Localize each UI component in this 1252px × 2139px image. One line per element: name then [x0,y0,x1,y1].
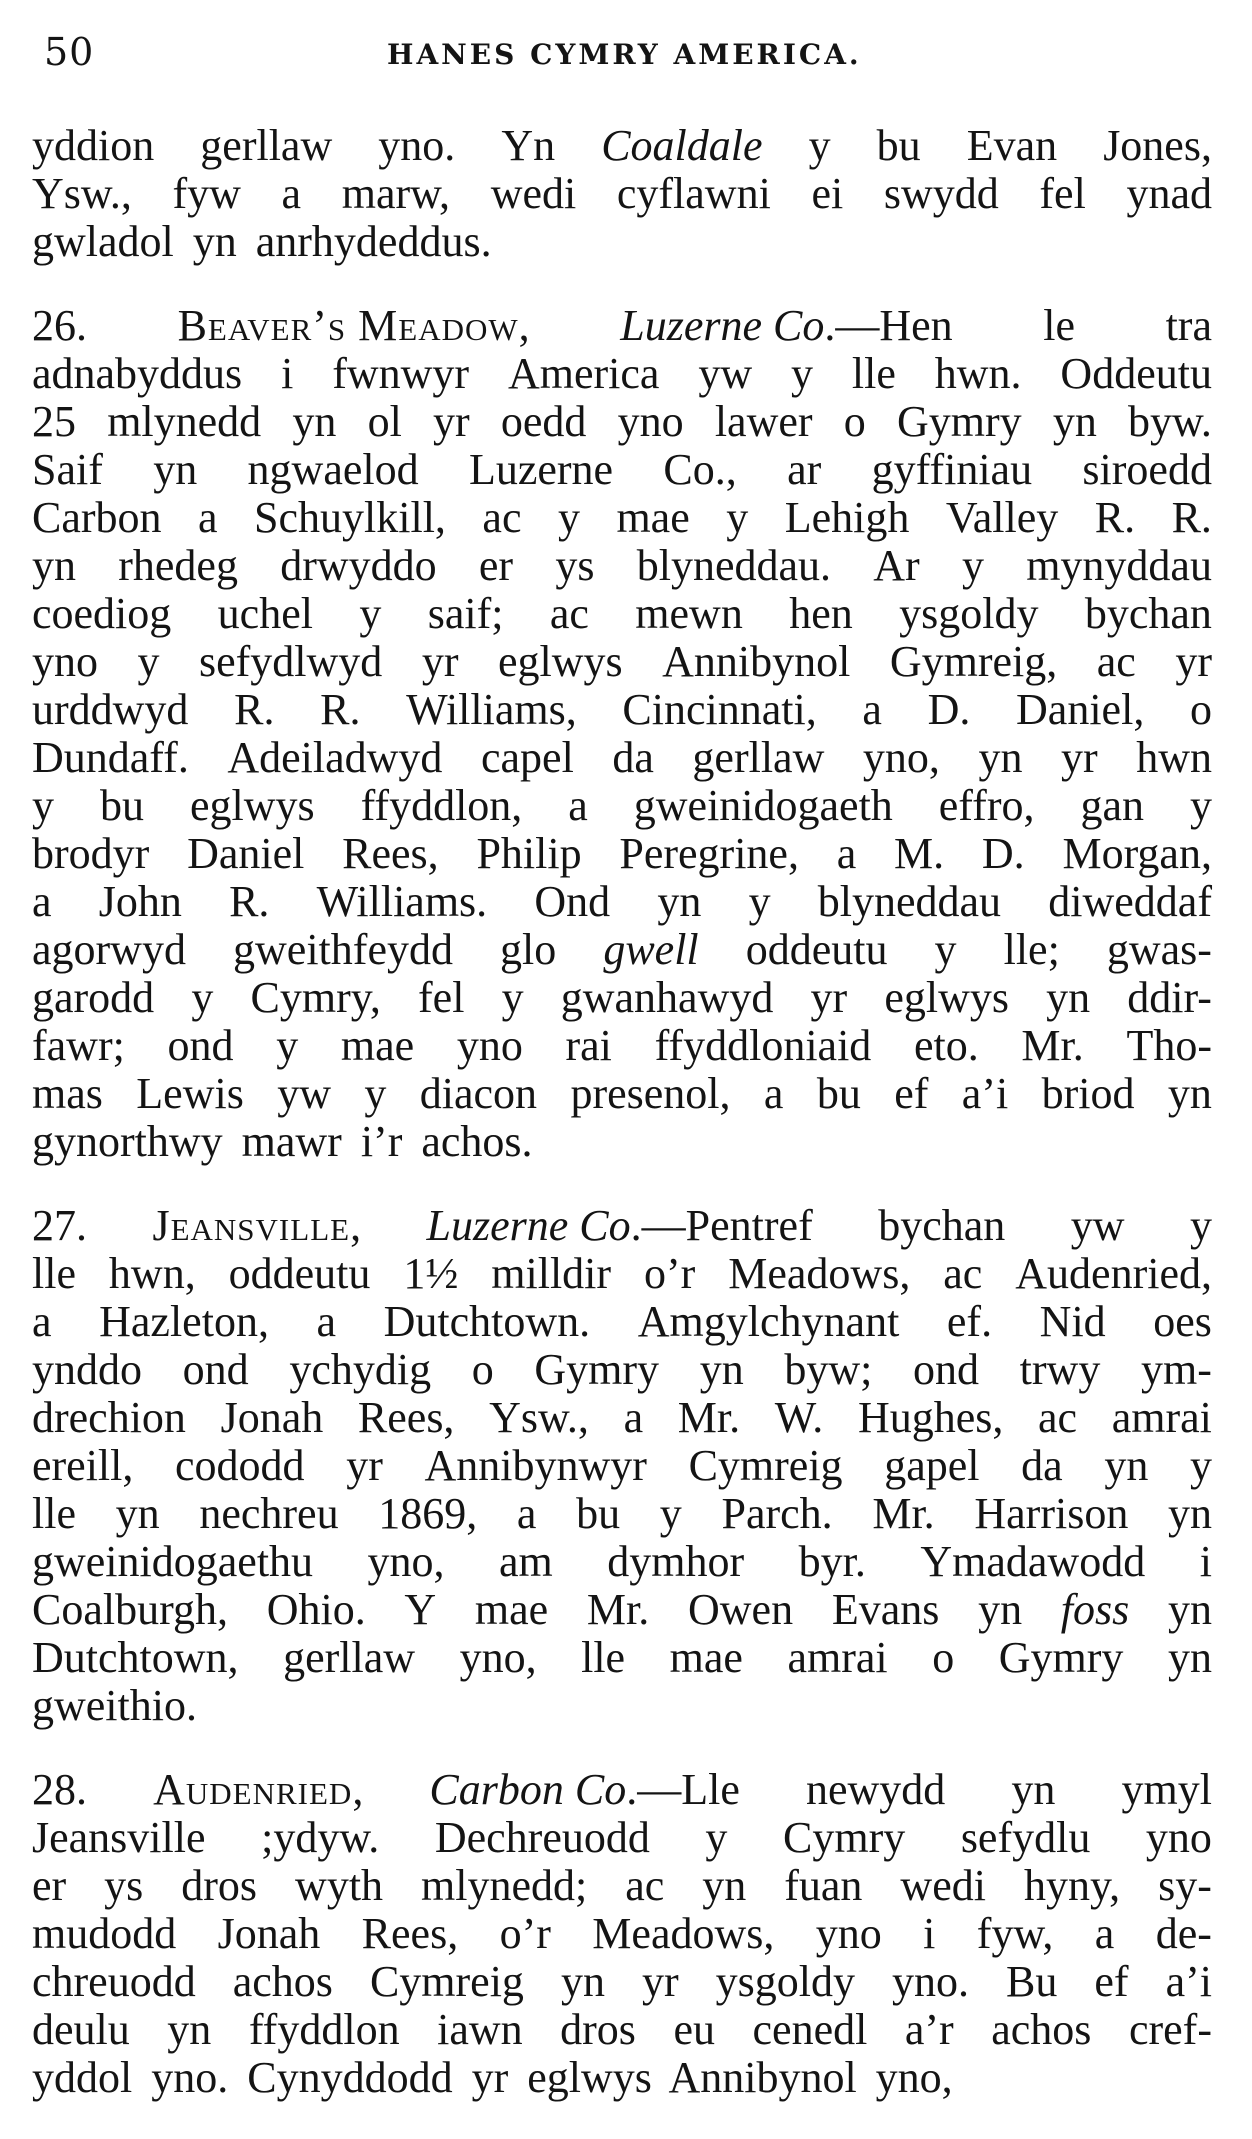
paragraph [32,302,1212,1166]
text-line: yddion gerllaw yno. Yn Coaldale y bu Evan Jones, [32,121,1212,170]
paragraph [32,122,1212,266]
text-line: coediog uchel y saif; ac mewn hen ysgoldy bychan [32,589,1212,638]
text-line: lle hwn, oddeutu 1½ milldir o’r Meadows, ac Audenried, [32,1249,1212,1298]
text-line: agorwyd gweithfeydd glo gwell oddeutu y lle; gwas- [32,925,1212,974]
text-line: 27. Jeansville, Luzerne Co.—Pentref bychan yw y [32,1201,1212,1250]
text-line: 28. Audenried, Carbon Co.—Lle newydd yn ymyl [32,1765,1212,1814]
text-line: yn rhedeg drwyddo er ys blyneddau. Ar y mynyddau [32,541,1212,590]
text-line: brodyr Daniel Rees, Philip Peregrine, a M. D. Morgan, [32,829,1212,878]
text-line: Saif yn ngwaelod Luzerne Co., ar gyffiniau siroedd [32,445,1212,494]
text-line: mudodd Jonah Rees, o’r Meadows, yno i fyw, a de- [32,1909,1212,1958]
running-title: HANES CYMRY AMERICA. [387,38,862,71]
text-line: a Hazleton, a Dutchtown. Amgylchynant ef. Nid oes [32,1297,1212,1346]
text-line: garodd y Cymry, fel y gwanhawyd yr eglwys yn ddir- [32,973,1212,1022]
text-line: Dundaff. Adeiladwyd capel da gerllaw yno, yn yr hwn [32,733,1212,782]
text-line: gynorthwy mawr i’r achos. [32,1117,533,1166]
text-line: Jeansville ;ydyw. Dechreuodd y Cymry sefydlu yno [32,1813,1212,1862]
text-line: adnabyddus i fwnwyr America yw y lle hwn. Oddeutu [32,349,1212,398]
text-line: yddol yno. Cynyddodd yr eglwys Annibynol yno, [32,2053,953,2102]
text-line: ereill, cododd yr Annibynwyr Cymreig gapel da yn y [32,1441,1212,1490]
text-line: 26. Beaver’s Meadow, Luzerne Co.—Hen le tra [32,301,1212,350]
text-line: chreuodd achos Cymreig yn yr ysgoldy yno. Bu ef a’i [32,1957,1212,2006]
text-line: lle yn nechreu 1869, a bu y Parch. Mr. Harrison yn [32,1489,1212,1538]
text-line: fawr; ond y mae yno rai ffyddloniaid eto. Mr. Tho- [32,1021,1212,1070]
body-text [32,122,1212,2138]
text-line: er ys dros wyth mlynedd; ac yn fuan wedi hyny, sy- [32,1861,1212,1910]
text-line: Carbon a Schuylkill, ac y mae y Lehigh Valley R. R. [32,493,1212,542]
text-line: y bu eglwys ffyddlon, a gweinidogaeth effro, gan y [32,781,1212,830]
paragraph [32,1766,1212,2102]
text-line: urddwyd R. R. Williams, Cincinnati, a D. Daniel, o [32,685,1212,734]
text-line: 25 mlynedd yn ol yr oedd yno lawer o Gymry yn byw. [32,397,1212,446]
text-line: Coalburgh, Ohio. Y mae Mr. Owen Evans yn foss yn [32,1585,1212,1634]
text-line: ynddo ond ychydig o Gymry yn byw; ond trwy ym- [32,1345,1212,1394]
text-line: Ysw., fyw a marw, wedi cyflawni ei swydd fel ynad [32,169,1212,218]
text-line: Dutchtown, gerllaw yno, lle mae amrai o Gymry yn [32,1633,1212,1682]
text-line: deulu yn ffyddlon iawn dros eu cenedl a’r achos cref- [32,2005,1212,2054]
text-line: gwladol yn anrhydeddus. [32,217,492,266]
text-line: yno y sefydlwyd yr eglwys Annibynol Gymreig, ac yr [32,637,1212,686]
text-line: a John R. Williams. Ond yn y blyneddau diweddaf [32,877,1212,926]
text-line: gweinidogaethu yno, am dymhor byr. Ymadawodd i [32,1537,1212,1586]
paragraph [32,1202,1212,1730]
text-line: drechion Jonah Rees, Ysw., a Mr. W. Hughes, ac amrai [32,1393,1212,1442]
text-line: gweithio. [32,1681,197,1730]
text-line: mas Lewis yw y diacon presenol, a bu ef a’i briod yn [32,1069,1212,1118]
page-header [32,28,1212,80]
page-number: 50 [44,30,95,74]
